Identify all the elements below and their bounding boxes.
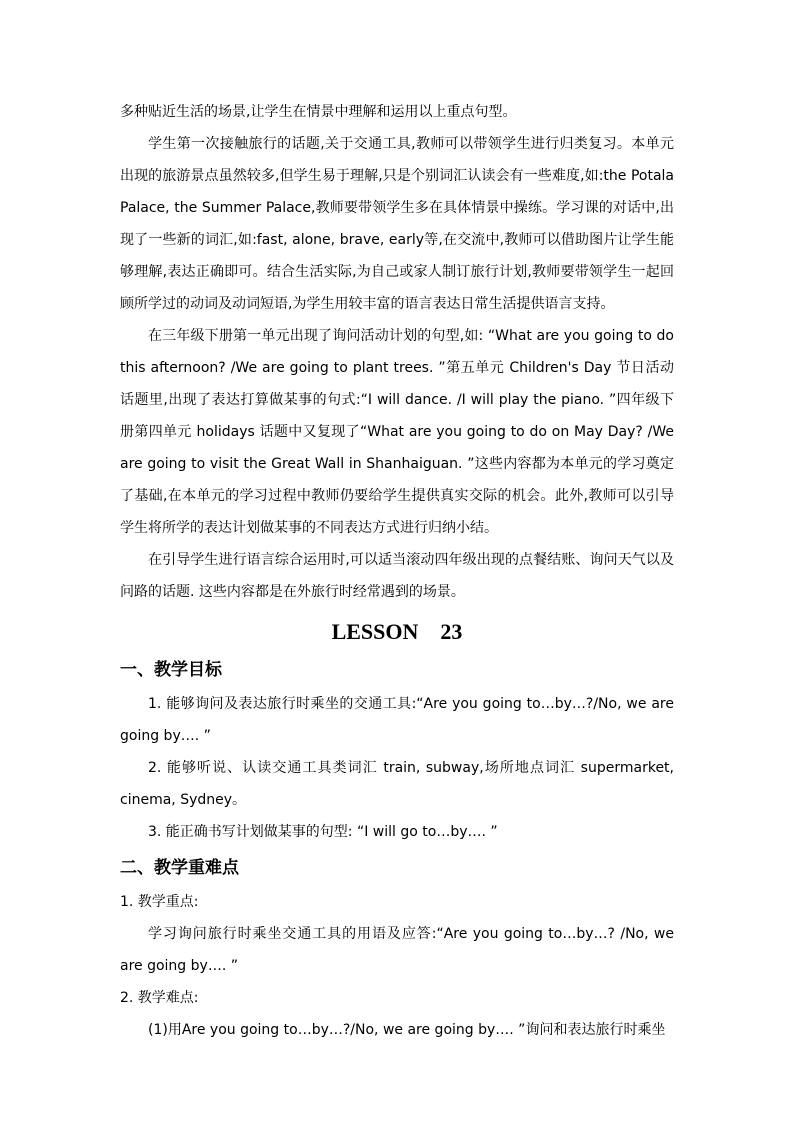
section-heading-key-points: 二、教学重难点: [120, 858, 239, 878]
document-body: [120, 96, 674, 1046]
difficult-point-text: (1)用Are you going to…by…?/No, we are going by…. ”询问和表达旅行时乘坐: [148, 1022, 666, 1038]
intro-paragraph-2: 学生第一次接触旅行的话题,关于交通工具,教师可以带领学生进行归类复习。本单元出现的旅游景点虽然较多,但学生易于理解,只是个别词汇认读会有一些难度,如:the Potala Palace, the Summer Palace,教师要带领学生多在具体情景中操练。学习课的对话中,出现了一些新的词汇,如:fast, alone, brave, early等,在交流中,教师可以借助图片让学生能够理解,表达正确即可。结合生活实际,为自己或家人制订旅行计划,教师要带领学生一起回顾所学过的动词及动词短语,为学生用较丰富的语言表达日常生活提供语言支持。: [120, 136, 674, 312]
objective-item-3: 3. 能正确书写计划做某事的句型: “I will go to…by…. ”: [148, 824, 498, 840]
difficult-point-label: 2. 教学难点:: [120, 990, 199, 1006]
objective-item-1: 1. 能够询问及表达旅行时乘坐的交通工具:“Are you going to…by…?/No, we are going by…. ”: [120, 696, 674, 744]
intro-paragraph-3: 在三年级下册第一单元出现了询问活动计划的句型,如: “What are you going to do this afternoon? /We are going to plant trees. ”第五单元 Children's Day 节日活动话题里,出现了表达打算做某事的句式:“I will dance. /I will play the piano. ”四年级下册第四单元 holidays 话题中又复现了“What are you going to do on May Day? /We are going to visit the Great Wall in Shanhaiguan. ”这些内容都为本单元的学习奠定了基础,在本单元的学习过程中教师仍要给学生提供真实交际的机会。此外,教师可以引导学生将所学的表达计划做某事的不同表达方式进行归纳小结。: [120, 328, 674, 536]
intro-paragraph-1: 多种贴近生活的场景,让学生在情景中理解和运用以上重点句型。: [120, 104, 517, 120]
key-point-text: 学习询问旅行时乘坐交通工具的用语及应答:“Are you going to…by…? /No, we are going by…. ”: [120, 926, 674, 974]
objective-item-2: 2. 能够听说、认读交通工具类词汇 train, subway,场所地点词汇 supermarket, cinema, Sydney。: [120, 760, 674, 808]
lesson-title: LESSON 23: [331, 619, 463, 644]
intro-paragraph-4: 在引导学生进行语言综合运用时,可以适当滚动四年级出现的点餐结账、询问天气以及问路的话题. 这些内容都是在外旅行时经常遇到的场景。: [120, 552, 674, 600]
section-heading-objectives: 一、教学目标: [120, 660, 222, 680]
key-point-label: 1. 教学重点:: [120, 894, 199, 910]
